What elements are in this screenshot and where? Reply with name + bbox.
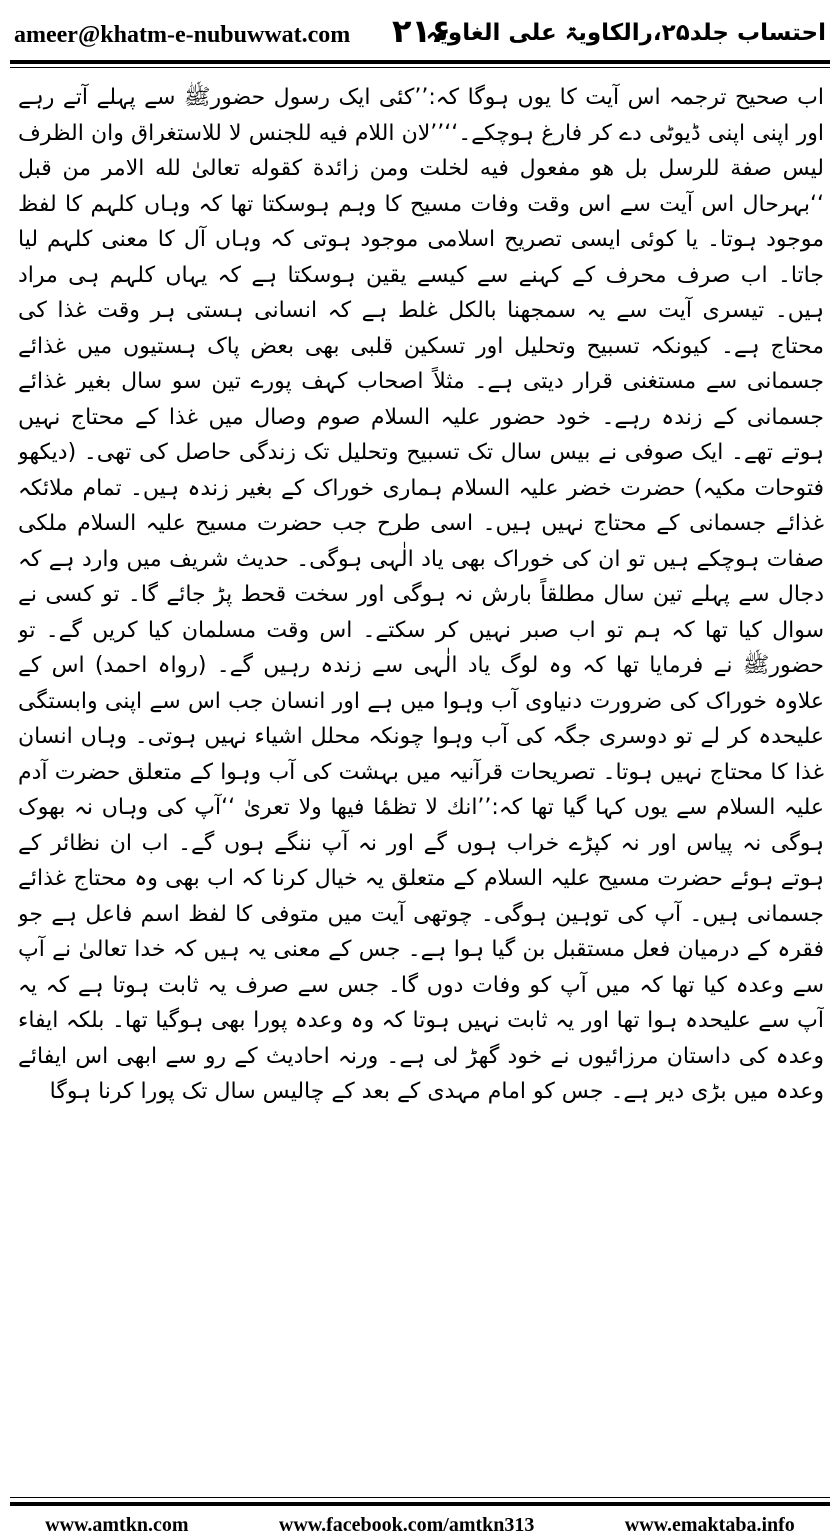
footer-links xyxy=(0,1514,840,1537)
footer-divider-thin xyxy=(10,1497,830,1498)
footer-link-emaktaba[interactable]: www.emaktaba.info xyxy=(624,1514,795,1536)
footer-link-facebook[interactable]: www.facebook.com/amtkn313 xyxy=(278,1514,535,1536)
book-title: احتساب جلد۲۵،رالکاویۃ علی الغاویہ xyxy=(425,20,826,46)
body-paragraph: اب صحیح ترجمہ اس آیت کا یوں ہوگا کہ:’’کئی ایک رسول حضورﷺ سے پہلے آتے رہے اور اپنی اپنی ڈیوٹی دے کر فارغ ہوچکے۔‘‘’’لان اللام فیه للجنس لا للاستغراق وان الظرف لیس صفة للرسل بل هو مفعول فیه لخلت ومن زائدة کقوله تعالیٰ لله الامر من قبل ‘‘بہرحال اس آیت سے اس وقت وفات مسیح کا وہم ہوسکتا تھا کہ وہاں کلہم کا لفظ موجود ہوتا۔ یا کوئی ایسی تصریح اسلامی موجود ہوتی کہ وہاں آل کا معنی کلہم لیا جاتا۔ اب صرف محرف کے کہنے سے کیسے یقین ہوسکتا ہے کہ یہاں کلہم ہی مراد ہیں۔ تیسری آیت سے یہ سمجھنا بالکل غلط ہے کہ انسانی ہستی ہر وقت غذا کی محتاج ہے۔ کیونکہ تسبیح وتحلیل اور تسکین قلبی بھی بعض پاک ہستیوں میں غذائے جسمانی سے مستغنی قرار دیتی ہے۔ مثلاً اصحاب کہف پورے تین سو سال بغیر غذائے جسمانی کے زندہ رہے۔ خود حضور علیہ السلام صوم وصال میں غذا کے محتاج نہیں ہوتے تھے۔ ایک صوفی نے بیس سال تک تسبیح وتحلیل تک زندگی حاصل کی تھی۔ (دیکھو فتوحات مکیہ) حضرت خضر علیہ السلام ہماری خوراک کے بغیر زندہ ہیں۔ تمام ملائکہ غذائے جسمانی کے محتاج نہیں ہیں۔ اسی طرح جب حضرت مسیح علیہ السلام ملکی صفات ہوچکے ہیں تو ان کی خوراک بھی یاد الٰہی ہوگی۔ حدیث شریف میں وارد ہے کہ دجال سے پہلے تین سال مطلقاً بارش نہ ہوگی اور سخت قحط پڑ جائے گا۔ تو کسی نے سوال کیا تھا کہ ہم تو اب صبر نہیں کر سکتے۔ اس وقت مسلمان کیا کریں گے۔ تو حضورﷺ نے فرمایا تھا کہ وہ لوگ یاد الٰہی سے زندہ رہیں گے۔ (رواہ احمد) اس کے علاوہ خوراک کی ضرورت دنیاوی آب وہوا میں ہے اور انسان جب اس سے اپنی وابستگی علیحدہ کر لے تو دوسری جگہ کی آب وہوا چونکہ محلل اشیاء نہیں ہوتی۔ وہاں انسان غذا کا محتاج نہیں ہوتا۔ تصریحات قرآنیہ میں بہشت کی آب وہوا کے متعلق حضرت آدم علیہ السلام سے یوں کہا گیا تھا کہ:’’انك لا تظمٔا فیها ولا تعریٰ ‘‘آپ کی وہاں نہ بھوک ہوگی نہ پیاس اور نہ کپڑے خراب ہوں گے اور نہ آپ ننگے ہوں گے۔ اب ان نظائر کے ہوتے ہوئے حضرت مسیح علیہ السلام کے متعلق یہ خیال کرنا کہ اب بھی وہ محتاج غذائے جسمانی ہیں۔ آپ کی توہین ہوگی۔ چوتھی آیت میں متوفی کا لفظ اسم فاعل ہے جو فقرہ کے درمیان فعل مستقبل بن گیا ہوا ہے۔ جس کے معنی یہ ہیں کہ خدا تعالیٰ نے آپ سے وعدہ کیا تھا کہ میں آپ کو وفات دوں گا۔ جس سے صرف یہ ثابت ہوتا ہے کہ یہ آپ سے علیحدہ ہوا تھا اور یہ ثابت نہیں ہوتا کہ وہ وعدہ پورا بھی ہوگیا تھا۔ بلکہ ایفاء وعدہ کی داستان مرزائیوں نے خود گھڑ لی ہے۔ ورنہ احادیث کے رو سے ابھی اس ایفائے وعدہ میں بڑی دیر ہے۔ جس کو امام مہدی کے بعد کے چالیس سال تک پورا کرنا ہوگا xyxy=(18,85,824,1104)
page-body xyxy=(18,80,824,1488)
header-email: ameer@khatm-e-nubuwwat.com xyxy=(14,22,351,48)
page-header xyxy=(0,0,840,66)
page-number: ۲۱۶ xyxy=(392,12,451,50)
header-divider-thin xyxy=(10,67,830,68)
footer-divider-thick xyxy=(10,1502,830,1506)
page-footer xyxy=(0,1508,840,1540)
footer-link-amtkn[interactable]: www.amtkn.com xyxy=(45,1514,189,1536)
header-divider-thick xyxy=(10,60,830,64)
